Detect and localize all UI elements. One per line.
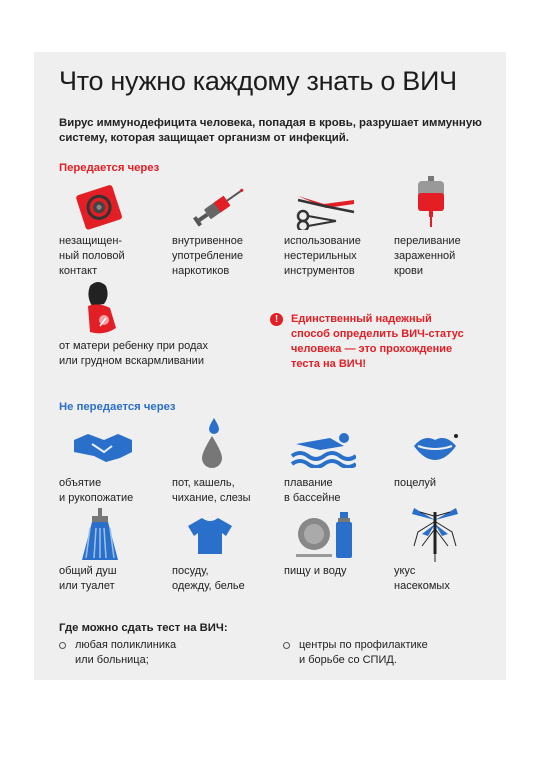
transmitted-heading: Передается через: [59, 162, 160, 174]
hiv-test-alert: [270, 312, 464, 372]
plate-bottle-icon: [294, 510, 360, 560]
where-option-clinic: [59, 638, 176, 668]
page-title: Что нужно каждому знать о ВИЧ: [59, 66, 457, 96]
where-heading: Где можно сдать тест на ВИЧ:: [59, 622, 228, 634]
transmitted-label-tools: использование нестерильных инструментов: [284, 235, 361, 277]
syringe-icon: [186, 184, 250, 230]
handshake-icon: [74, 424, 132, 468]
not-transmitted-label-shower: общий душ или туалет: [59, 565, 117, 592]
tshirt-icon: [188, 516, 232, 556]
not-transmitted-label-pool: плавание в бассейне: [284, 477, 341, 504]
bullet-icon: [283, 642, 290, 649]
hiv-info-poster: [34, 52, 506, 680]
not-transmitted-heading: Не передается через: [59, 401, 176, 413]
lips-icon: [412, 432, 458, 462]
condom-icon: [74, 184, 126, 230]
intro-text: Вирус иммунодефицита человека, попадая в кровь, разрушает иммунную систему, которая защищает организм от инфекций.: [59, 117, 482, 144]
where-option-aids-center: [283, 638, 428, 668]
alert-icon: !: [270, 313, 283, 326]
swimmer-icon: [290, 428, 356, 468]
bullet-icon: [59, 642, 66, 649]
not-transmitted-label-hug: объятие и рукопожатие: [59, 477, 134, 504]
drop-icon: [198, 418, 226, 468]
not-transmitted-label-sweat: пот, кашель, чихание, слезы: [172, 477, 251, 504]
not-transmitted-label-clothes: посуду, одежду, белье: [172, 565, 245, 592]
not-transmitted-label-food: пищу и воду: [284, 565, 347, 577]
blood-bag-icon: [414, 176, 448, 228]
transmitted-label-blood: переливание зараженной крови: [394, 235, 461, 277]
transmitted-label-drugs: внутривенное употребление наркотиков: [172, 235, 244, 277]
transmitted-label-mother: от матери ребенку при родах или грудном вскармливании: [59, 340, 209, 367]
mother-child-icon: [82, 280, 126, 336]
transmitted-label-sex: незащищен- ный половой контакт: [59, 235, 125, 277]
alert-text: Единственный надежный способ определить ВИЧ-статус человека — это прохождение теста на ВИЧ!: [291, 313, 464, 370]
where-option-text: любая поликлиника или больница;: [75, 639, 177, 666]
scissors-clamp-icon: [296, 186, 358, 230]
mosquito-icon: [410, 502, 460, 562]
where-option-text: центры по профилактике и борьбе со СПИД.: [299, 639, 428, 666]
shower-icon: [80, 508, 120, 562]
not-transmitted-label-kiss: поцелуй: [394, 477, 437, 489]
not-transmitted-label-insects: укус насекомых: [394, 565, 450, 592]
